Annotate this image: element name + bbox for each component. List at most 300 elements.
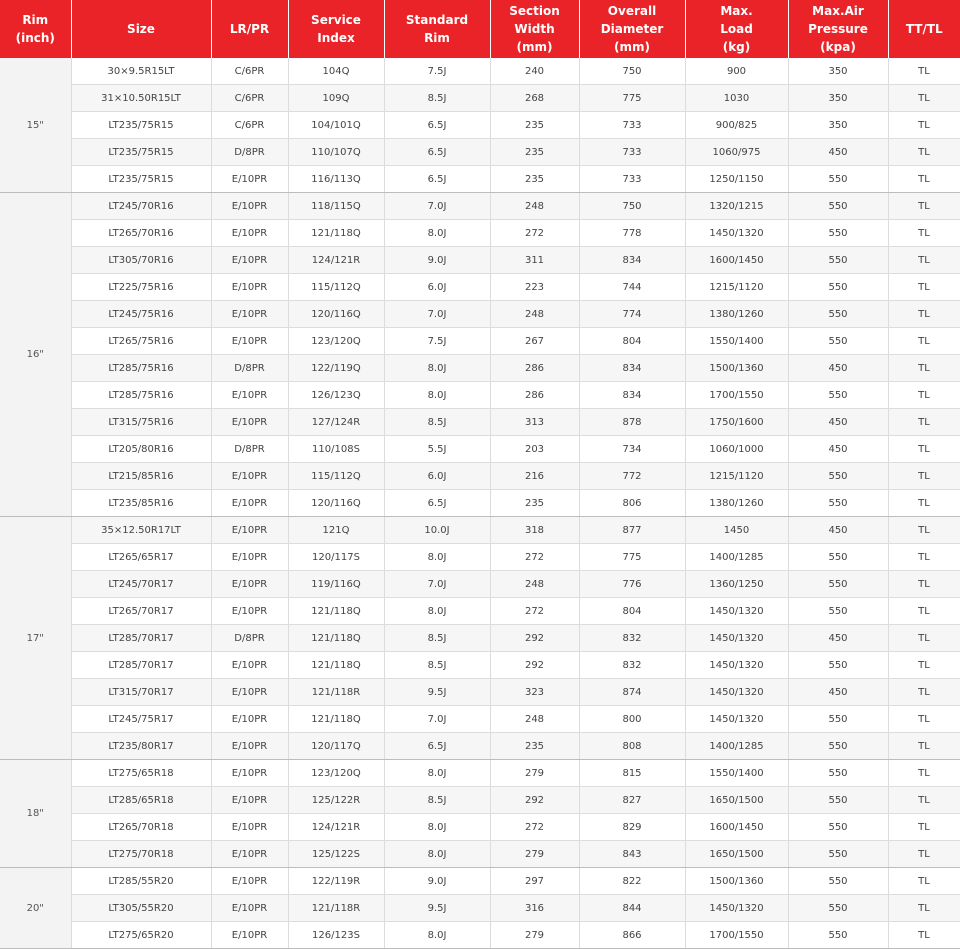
service-index-cell: 123/120Q xyxy=(288,328,384,355)
lr-pr-cell: E/10PR xyxy=(211,733,288,760)
overall-diameter-cell: 815 xyxy=(579,760,685,787)
lr-pr-cell: E/10PR xyxy=(211,409,288,436)
standard-rim-cell: 8.0J xyxy=(384,814,490,841)
max-air-pressure-cell: 550 xyxy=(788,760,888,787)
overall-diameter-cell: 804 xyxy=(579,598,685,625)
standard-rim-cell: 7.0J xyxy=(384,571,490,598)
standard-rim-cell: 6.0J xyxy=(384,274,490,301)
overall-diameter-cell: 776 xyxy=(579,571,685,598)
size-cell: LT205/80R16 xyxy=(71,436,211,463)
lr-pr-cell: E/10PR xyxy=(211,895,288,922)
max-air-pressure-cell: 350 xyxy=(788,112,888,139)
tt-tl-cell: TL xyxy=(888,652,960,679)
standard-rim-cell: 8.5J xyxy=(384,409,490,436)
tt-tl-cell: TL xyxy=(888,247,960,274)
overall-diameter-cell: 750 xyxy=(579,58,685,85)
header-standard-rim: Standard Rim xyxy=(384,0,490,58)
tt-tl-cell: TL xyxy=(888,895,960,922)
overall-diameter-cell: 829 xyxy=(579,814,685,841)
tt-tl-cell: TL xyxy=(888,598,960,625)
section-width-cell: 272 xyxy=(490,544,579,571)
service-index-cell: 109Q xyxy=(288,85,384,112)
table-row xyxy=(0,679,960,706)
max-load-cell: 1600/1450 xyxy=(685,814,788,841)
standard-rim-cell: 9.0J xyxy=(384,247,490,274)
table-row xyxy=(0,112,960,139)
size-cell: LT235/85R16 xyxy=(71,490,211,517)
service-index-cell: 119/116Q xyxy=(288,571,384,598)
standard-rim-cell: 6.5J xyxy=(384,112,490,139)
max-air-pressure-cell: 550 xyxy=(788,598,888,625)
size-cell: LT305/55R20 xyxy=(71,895,211,922)
overall-diameter-cell: 800 xyxy=(579,706,685,733)
standard-rim-cell: 8.5J xyxy=(384,625,490,652)
table-row xyxy=(0,58,960,85)
overall-diameter-cell: 734 xyxy=(579,436,685,463)
max-load-cell: 900 xyxy=(685,58,788,85)
tt-tl-cell: TL xyxy=(888,787,960,814)
max-load-cell: 1380/1260 xyxy=(685,490,788,517)
max-load-cell: 1380/1260 xyxy=(685,301,788,328)
tt-tl-cell: TL xyxy=(888,571,960,598)
rim-size-cell: 16" xyxy=(0,193,71,517)
max-load-cell: 1450/1320 xyxy=(685,625,788,652)
table-row xyxy=(0,463,960,490)
max-load-cell: 1650/1500 xyxy=(685,787,788,814)
standard-rim-cell: 9.5J xyxy=(384,895,490,922)
max-load-cell: 1030 xyxy=(685,85,788,112)
overall-diameter-cell: 874 xyxy=(579,679,685,706)
lr-pr-cell: D/8PR xyxy=(211,625,288,652)
size-cell: LT215/85R16 xyxy=(71,463,211,490)
lr-pr-cell: E/10PR xyxy=(211,220,288,247)
size-cell: LT275/65R20 xyxy=(71,922,211,949)
lr-pr-cell: E/10PR xyxy=(211,652,288,679)
table-row xyxy=(0,166,960,193)
table-row xyxy=(0,436,960,463)
section-width-cell: 267 xyxy=(490,328,579,355)
rim-size-cell: 20" xyxy=(0,868,71,949)
overall-diameter-cell: 750 xyxy=(579,193,685,220)
standard-rim-cell: 5.5J xyxy=(384,436,490,463)
overall-diameter-cell: 775 xyxy=(579,85,685,112)
table-row xyxy=(0,490,960,517)
standard-rim-cell: 7.0J xyxy=(384,301,490,328)
tt-tl-cell: TL xyxy=(888,517,960,544)
table-row xyxy=(0,733,960,760)
header-tt-tl: TT/TL xyxy=(888,0,960,58)
table-row xyxy=(0,598,960,625)
standard-rim-cell: 7.5J xyxy=(384,58,490,85)
max-air-pressure-cell: 450 xyxy=(788,139,888,166)
lr-pr-cell: E/10PR xyxy=(211,544,288,571)
service-index-cell: 110/107Q xyxy=(288,139,384,166)
max-air-pressure-cell: 550 xyxy=(788,652,888,679)
lr-pr-cell: E/10PR xyxy=(211,922,288,949)
max-air-pressure-cell: 550 xyxy=(788,490,888,517)
table-row xyxy=(0,652,960,679)
service-index-cell: 125/122S xyxy=(288,841,384,868)
table-row xyxy=(0,355,960,382)
section-width-cell: 311 xyxy=(490,247,579,274)
service-index-cell: 121/118Q xyxy=(288,706,384,733)
table-row xyxy=(0,922,960,949)
tt-tl-cell: TL xyxy=(888,220,960,247)
tt-tl-cell: TL xyxy=(888,301,960,328)
overall-diameter-cell: 866 xyxy=(579,922,685,949)
size-cell: LT225/75R16 xyxy=(71,274,211,301)
lr-pr-cell: E/10PR xyxy=(211,841,288,868)
lr-pr-cell: E/10PR xyxy=(211,193,288,220)
tt-tl-cell: TL xyxy=(888,409,960,436)
standard-rim-cell: 6.0J xyxy=(384,463,490,490)
max-air-pressure-cell: 550 xyxy=(788,571,888,598)
table-row xyxy=(0,247,960,274)
section-width-cell: 235 xyxy=(490,139,579,166)
lr-pr-cell: E/10PR xyxy=(211,463,288,490)
size-cell: LT235/80R17 xyxy=(71,733,211,760)
overall-diameter-cell: 832 xyxy=(579,652,685,679)
max-load-cell: 1500/1360 xyxy=(685,355,788,382)
table-row xyxy=(0,544,960,571)
tt-tl-cell: TL xyxy=(888,166,960,193)
table-row xyxy=(0,760,960,787)
header-max-load: Max. Load (kg) xyxy=(685,0,788,58)
tt-tl-cell: TL xyxy=(888,355,960,382)
max-air-pressure-cell: 550 xyxy=(788,922,888,949)
tt-tl-cell: TL xyxy=(888,436,960,463)
size-cell: LT275/70R18 xyxy=(71,841,211,868)
max-air-pressure-cell: 450 xyxy=(788,409,888,436)
table-row xyxy=(0,328,960,355)
service-index-cell: 121/118Q xyxy=(288,652,384,679)
size-cell: LT285/70R17 xyxy=(71,625,211,652)
tt-tl-cell: TL xyxy=(888,193,960,220)
tt-tl-cell: TL xyxy=(888,868,960,895)
max-air-pressure-cell: 550 xyxy=(788,841,888,868)
section-width-cell: 318 xyxy=(490,517,579,544)
table-body xyxy=(0,58,960,949)
standard-rim-cell: 7.0J xyxy=(384,193,490,220)
size-cell: LT235/75R15 xyxy=(71,139,211,166)
max-load-cell: 1750/1600 xyxy=(685,409,788,436)
size-cell: LT285/55R20 xyxy=(71,868,211,895)
lr-pr-cell: E/10PR xyxy=(211,301,288,328)
standard-rim-cell: 6.5J xyxy=(384,166,490,193)
service-index-cell: 121/118R xyxy=(288,895,384,922)
max-load-cell: 1450/1320 xyxy=(685,220,788,247)
section-width-cell: 248 xyxy=(490,193,579,220)
section-width-cell: 268 xyxy=(490,85,579,112)
rim-size-cell: 15" xyxy=(0,58,71,193)
service-index-cell: 121/118Q xyxy=(288,598,384,625)
overall-diameter-cell: 774 xyxy=(579,301,685,328)
tt-tl-cell: TL xyxy=(888,814,960,841)
max-load-cell: 1060/1000 xyxy=(685,436,788,463)
max-air-pressure-cell: 450 xyxy=(788,436,888,463)
overall-diameter-cell: 832 xyxy=(579,625,685,652)
tt-tl-cell: TL xyxy=(888,382,960,409)
size-cell: LT245/70R17 xyxy=(71,571,211,598)
tt-tl-cell: TL xyxy=(888,841,960,868)
max-air-pressure-cell: 550 xyxy=(788,247,888,274)
max-load-cell: 1450/1320 xyxy=(685,652,788,679)
overall-diameter-cell: 822 xyxy=(579,868,685,895)
service-index-cell: 124/121R xyxy=(288,247,384,274)
service-index-cell: 120/117S xyxy=(288,544,384,571)
standard-rim-cell: 6.5J xyxy=(384,490,490,517)
lr-pr-cell: E/10PR xyxy=(211,706,288,733)
service-index-cell: 123/120Q xyxy=(288,760,384,787)
size-cell: LT265/70R18 xyxy=(71,814,211,841)
table-row xyxy=(0,409,960,436)
max-load-cell: 1215/1120 xyxy=(685,274,788,301)
max-air-pressure-cell: 550 xyxy=(788,814,888,841)
tt-tl-cell: TL xyxy=(888,760,960,787)
tt-tl-cell: TL xyxy=(888,139,960,166)
lr-pr-cell: C/6PR xyxy=(211,58,288,85)
section-width-cell: 248 xyxy=(490,706,579,733)
overall-diameter-cell: 878 xyxy=(579,409,685,436)
table-row xyxy=(0,85,960,112)
lr-pr-cell: E/10PR xyxy=(211,814,288,841)
max-load-cell: 1060/975 xyxy=(685,139,788,166)
max-air-pressure-cell: 550 xyxy=(788,544,888,571)
standard-rim-cell: 8.0J xyxy=(384,544,490,571)
lr-pr-cell: E/10PR xyxy=(211,517,288,544)
max-air-pressure-cell: 550 xyxy=(788,706,888,733)
service-index-cell: 115/112Q xyxy=(288,274,384,301)
standard-rim-cell: 8.5J xyxy=(384,787,490,814)
size-cell: LT285/75R16 xyxy=(71,382,211,409)
section-width-cell: 235 xyxy=(490,490,579,517)
size-cell: 35×12.50R17LT xyxy=(71,517,211,544)
max-air-pressure-cell: 550 xyxy=(788,274,888,301)
section-width-cell: 248 xyxy=(490,571,579,598)
service-index-cell: 124/121R xyxy=(288,814,384,841)
lr-pr-cell: E/10PR xyxy=(211,274,288,301)
overall-diameter-cell: 733 xyxy=(579,139,685,166)
lr-pr-cell: E/10PR xyxy=(211,760,288,787)
table-row xyxy=(0,841,960,868)
section-width-cell: 323 xyxy=(490,679,579,706)
lr-pr-cell: E/10PR xyxy=(211,247,288,274)
standard-rim-cell: 8.0J xyxy=(384,922,490,949)
section-width-cell: 313 xyxy=(490,409,579,436)
max-air-pressure-cell: 550 xyxy=(788,787,888,814)
max-load-cell: 1550/1400 xyxy=(685,328,788,355)
standard-rim-cell: 8.0J xyxy=(384,382,490,409)
size-cell: LT265/70R16 xyxy=(71,220,211,247)
lr-pr-cell: E/10PR xyxy=(211,598,288,625)
rim-size-cell: 17" xyxy=(0,517,71,760)
section-width-cell: 223 xyxy=(490,274,579,301)
size-cell: LT285/70R17 xyxy=(71,652,211,679)
max-load-cell: 1550/1400 xyxy=(685,760,788,787)
tt-tl-cell: TL xyxy=(888,112,960,139)
service-index-cell: 120/116Q xyxy=(288,490,384,517)
standard-rim-cell: 6.5J xyxy=(384,139,490,166)
service-index-cell: 122/119R xyxy=(288,868,384,895)
service-index-cell: 115/112Q xyxy=(288,463,384,490)
standard-rim-cell: 8.0J xyxy=(384,841,490,868)
section-width-cell: 297 xyxy=(490,868,579,895)
size-cell: LT305/70R16 xyxy=(71,247,211,274)
table-row xyxy=(0,814,960,841)
section-width-cell: 292 xyxy=(490,625,579,652)
lr-pr-cell: E/10PR xyxy=(211,679,288,706)
table-row xyxy=(0,706,960,733)
standard-rim-cell: 8.0J xyxy=(384,760,490,787)
max-load-cell: 1400/1285 xyxy=(685,544,788,571)
table-row xyxy=(0,139,960,166)
table-row xyxy=(0,895,960,922)
table-row xyxy=(0,193,960,220)
section-width-cell: 240 xyxy=(490,58,579,85)
section-width-cell: 286 xyxy=(490,355,579,382)
service-index-cell: 127/124R xyxy=(288,409,384,436)
max-air-pressure-cell: 350 xyxy=(788,85,888,112)
section-width-cell: 272 xyxy=(490,598,579,625)
standard-rim-cell: 10.0J xyxy=(384,517,490,544)
max-load-cell: 1450/1320 xyxy=(685,706,788,733)
size-cell: LT285/65R18 xyxy=(71,787,211,814)
max-air-pressure-cell: 450 xyxy=(788,679,888,706)
header-rim: Rim (inch) xyxy=(0,0,71,58)
size-cell: LT235/75R15 xyxy=(71,166,211,193)
max-load-cell: 1215/1120 xyxy=(685,463,788,490)
header-service-index: Service Index xyxy=(288,0,384,58)
size-cell: LT315/75R16 xyxy=(71,409,211,436)
size-cell: LT245/75R16 xyxy=(71,301,211,328)
service-index-cell: 120/117Q xyxy=(288,733,384,760)
standard-rim-cell: 8.5J xyxy=(384,652,490,679)
header-lr-pr: LR/PR xyxy=(211,0,288,58)
service-index-cell: 104Q xyxy=(288,58,384,85)
service-index-cell: 121/118Q xyxy=(288,220,384,247)
overall-diameter-cell: 827 xyxy=(579,787,685,814)
lr-pr-cell: E/10PR xyxy=(211,382,288,409)
max-air-pressure-cell: 550 xyxy=(788,733,888,760)
service-index-cell: 122/119Q xyxy=(288,355,384,382)
table-row xyxy=(0,868,960,895)
max-air-pressure-cell: 450 xyxy=(788,625,888,652)
table-row xyxy=(0,301,960,328)
max-air-pressure-cell: 550 xyxy=(788,166,888,193)
size-cell: LT265/70R17 xyxy=(71,598,211,625)
max-load-cell: 1450 xyxy=(685,517,788,544)
section-width-cell: 279 xyxy=(490,760,579,787)
max-air-pressure-cell: 550 xyxy=(788,220,888,247)
max-air-pressure-cell: 350 xyxy=(788,58,888,85)
lr-pr-cell: E/10PR xyxy=(211,328,288,355)
table-row xyxy=(0,220,960,247)
overall-diameter-cell: 834 xyxy=(579,355,685,382)
standard-rim-cell: 8.0J xyxy=(384,598,490,625)
service-index-cell: 125/122R xyxy=(288,787,384,814)
max-load-cell: 1450/1320 xyxy=(685,679,788,706)
overall-diameter-cell: 843 xyxy=(579,841,685,868)
overall-diameter-cell: 844 xyxy=(579,895,685,922)
overall-diameter-cell: 806 xyxy=(579,490,685,517)
lr-pr-cell: D/8PR xyxy=(211,355,288,382)
section-width-cell: 286 xyxy=(490,382,579,409)
section-width-cell: 279 xyxy=(490,841,579,868)
table-row xyxy=(0,382,960,409)
size-cell: LT265/65R17 xyxy=(71,544,211,571)
size-cell: LT235/75R15 xyxy=(71,112,211,139)
standard-rim-cell: 6.5J xyxy=(384,733,490,760)
header-overall-diameter: Overall Diameter (mm) xyxy=(579,0,685,58)
tt-tl-cell: TL xyxy=(888,463,960,490)
service-index-cell: 116/113Q xyxy=(288,166,384,193)
size-cell: LT275/65R18 xyxy=(71,760,211,787)
table-row xyxy=(0,571,960,598)
section-width-cell: 272 xyxy=(490,220,579,247)
service-index-cell: 126/123Q xyxy=(288,382,384,409)
max-air-pressure-cell: 550 xyxy=(788,895,888,922)
max-air-pressure-cell: 550 xyxy=(788,868,888,895)
tt-tl-cell: TL xyxy=(888,922,960,949)
lr-pr-cell: E/10PR xyxy=(211,490,288,517)
service-index-cell: 120/116Q xyxy=(288,301,384,328)
section-width-cell: 216 xyxy=(490,463,579,490)
max-air-pressure-cell: 450 xyxy=(788,355,888,382)
max-air-pressure-cell: 550 xyxy=(788,382,888,409)
rim-size-cell: 18" xyxy=(0,760,71,868)
tt-tl-cell: TL xyxy=(888,544,960,571)
lr-pr-cell: E/10PR xyxy=(211,787,288,814)
tt-tl-cell: TL xyxy=(888,733,960,760)
max-load-cell: 1250/1150 xyxy=(685,166,788,193)
standard-rim-cell: 7.5J xyxy=(384,328,490,355)
max-load-cell: 1450/1320 xyxy=(685,598,788,625)
max-load-cell: 1500/1360 xyxy=(685,868,788,895)
max-air-pressure-cell: 550 xyxy=(788,463,888,490)
service-index-cell: 126/123S xyxy=(288,922,384,949)
service-index-cell: 121/118R xyxy=(288,679,384,706)
max-load-cell: 1360/1250 xyxy=(685,571,788,598)
service-index-cell: 104/101Q xyxy=(288,112,384,139)
overall-diameter-cell: 733 xyxy=(579,112,685,139)
max-load-cell: 1400/1285 xyxy=(685,733,788,760)
overall-diameter-cell: 834 xyxy=(579,247,685,274)
max-load-cell: 1600/1450 xyxy=(685,247,788,274)
overall-diameter-cell: 775 xyxy=(579,544,685,571)
overall-diameter-cell: 744 xyxy=(579,274,685,301)
lr-pr-cell: D/8PR xyxy=(211,139,288,166)
header-row xyxy=(0,0,960,58)
standard-rim-cell: 8.5J xyxy=(384,85,490,112)
section-width-cell: 279 xyxy=(490,922,579,949)
tt-tl-cell: TL xyxy=(888,58,960,85)
tt-tl-cell: TL xyxy=(888,85,960,112)
max-air-pressure-cell: 550 xyxy=(788,193,888,220)
overall-diameter-cell: 877 xyxy=(579,517,685,544)
max-load-cell: 1700/1550 xyxy=(685,382,788,409)
size-cell: 31×10.50R15LT xyxy=(71,85,211,112)
section-width-cell: 203 xyxy=(490,436,579,463)
section-width-cell: 235 xyxy=(490,166,579,193)
section-width-cell: 292 xyxy=(490,652,579,679)
lr-pr-cell: D/8PR xyxy=(211,436,288,463)
table-row xyxy=(0,787,960,814)
size-cell: LT315/70R17 xyxy=(71,679,211,706)
tt-tl-cell: TL xyxy=(888,490,960,517)
section-width-cell: 316 xyxy=(490,895,579,922)
overall-diameter-cell: 733 xyxy=(579,166,685,193)
tt-tl-cell: TL xyxy=(888,328,960,355)
